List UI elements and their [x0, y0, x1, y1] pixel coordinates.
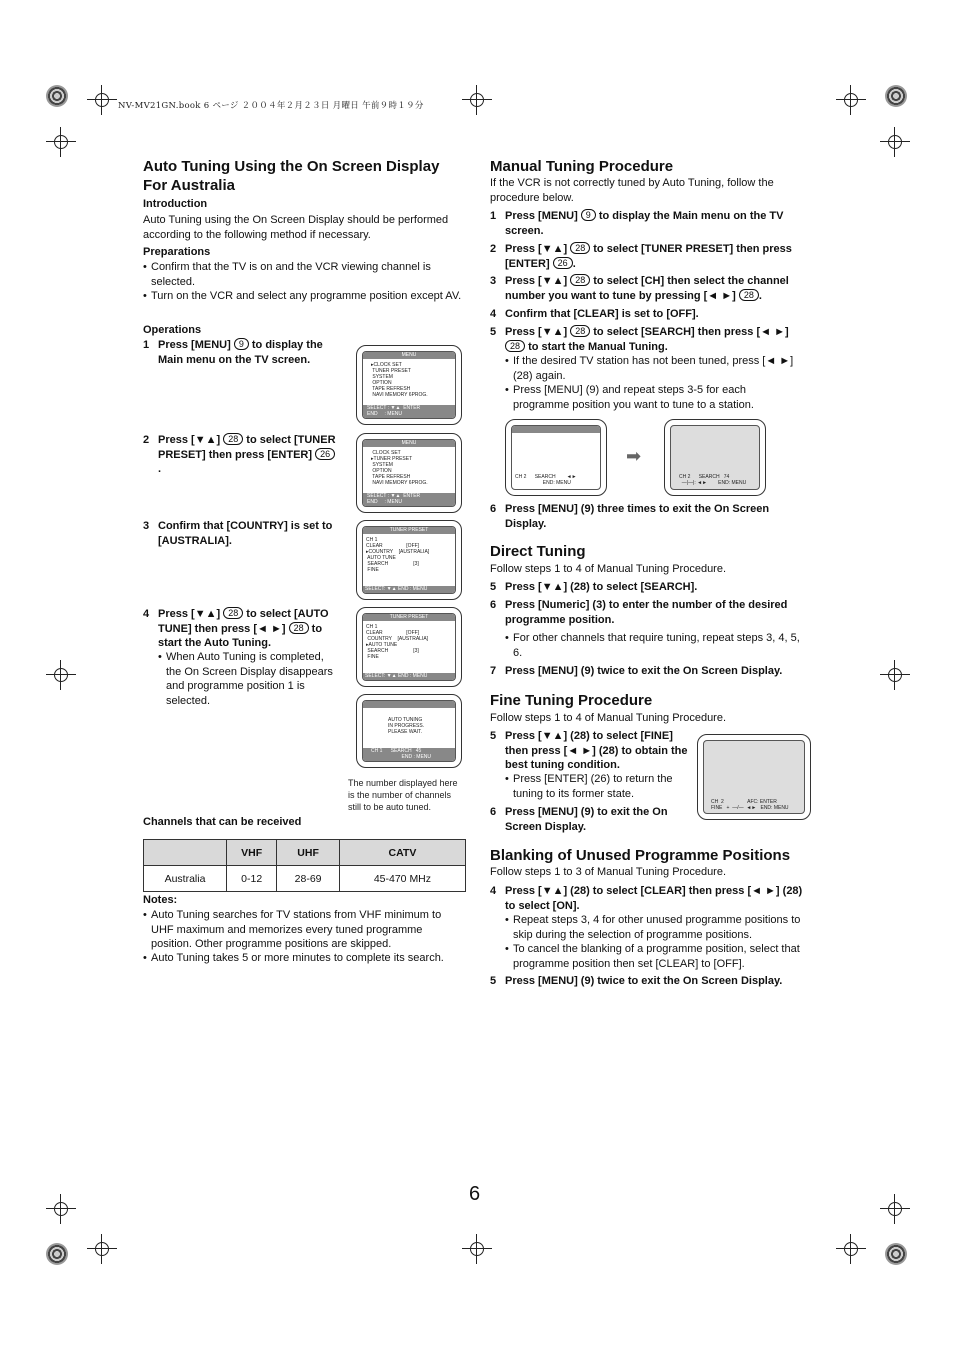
- registration-mark-tm: [468, 91, 486, 109]
- fine-intro: Follow steps 1 to 4 of Manual Tuning Procedure.: [490, 712, 727, 724]
- channels-table: VHF UHF CATV Australia 0-12 28-69 45-470 MHz: [143, 839, 466, 892]
- intro-heading: Introduction: [143, 198, 208, 210]
- tv-screen-tuner-preset-auto: TUNER PRESET CH 1 CLEAR [OFF] COUNTRY [AUSTRALIA] ▸AUTO TUNE SEARCH [3] FINE SELECT: ▼▲ END : MENU: [356, 607, 462, 687]
- operations-heading: Operations: [143, 324, 202, 336]
- notes-heading: Notes:: [143, 894, 178, 906]
- section-title-auto-tuning: Auto Tuning Using the On Screen Display For Australia: [143, 158, 440, 194]
- file-header: NV-MV21GN.book 6 ページ ２００４年２月２３日 月曜日 午前９時１９分: [118, 101, 424, 111]
- registration-mark-bm: [468, 1240, 486, 1258]
- manual-intro: If the VCR is not correctly tuned by Auto Tuning, follow the procedure below.: [490, 177, 774, 204]
- tv-screen-menu-1: MENU ▸CLOCK SET TUNER PRESET SYSTEM OPTION TAPE REFRESH NAVI MEMORY 6PROG. SELECT : ▼▲ ENTER END : MENU: [356, 345, 462, 425]
- tv-screen-tuner-preset-country: TUNER PRESET CH 1 CLEAR [OFF] ▸COUNTRY [AUSTRALIA] AUTO TUNE SEARCH [3] FINE SELECT: ▼▲ END : MENU: [356, 520, 462, 600]
- auto-tune-caption: The number displayed here is the number of channels still to be auto tuned.: [348, 778, 458, 812]
- page-number: 6: [469, 1183, 481, 1205]
- direct-intro: Follow steps 1 to 4 of Manual Tuning Procedure.: [490, 563, 727, 575]
- registration-mark-tl2: [52, 133, 70, 151]
- corner-dot-br: [885, 1243, 907, 1265]
- corner-dot-tr: [885, 85, 907, 107]
- section-title-manual: Manual Tuning Procedure: [490, 158, 674, 175]
- registration-mark-bl: [93, 1240, 111, 1258]
- blank-intro: Follow steps 1 to 3 of Manual Tuning Procedure.: [490, 866, 727, 878]
- registration-mark-mr: [886, 666, 904, 684]
- channels-heading: Channels that can be received: [143, 816, 302, 828]
- tv-screen-fine: CH 2 AFC: ENTER FINE + —/— ◄► END: MENU: [697, 734, 811, 820]
- tv-screen-menu-2: MENU CLOCK SET ▸TUNER PRESET SYSTEM OPTION TAPE REFRESH NAVI MEMORY 6PROG. SELECT : ▼▲ ENTER END : MENU: [356, 433, 462, 513]
- corner-dot-tl: [46, 85, 68, 107]
- registration-mark-tr: [842, 91, 860, 109]
- section-title-fine: Fine Tuning Procedure: [490, 692, 653, 709]
- tv-screen-auto-tuning: AUTO TUNING IN PROGRESS. PLEASE WAIT. CH 1 SEARCH 45 END : MENU: [356, 694, 462, 768]
- registration-mark-tl: [93, 91, 111, 109]
- registration-mark-br: [842, 1240, 860, 1258]
- section-title-direct: Direct Tuning: [490, 543, 586, 560]
- tv-screen-manual-result: CH 2 SEARCH 74 —|—|: ◄► END: MENU: [664, 419, 766, 496]
- section-title-blanking: Blanking of Unused Programme Positions: [490, 847, 791, 864]
- arrow-right-icon: ➡: [626, 446, 642, 466]
- intro-text: Auto Tuning using the On Screen Display should be performed according to the following method if necessary.: [143, 214, 449, 241]
- registration-mark-br2: [886, 1200, 904, 1218]
- registration-mark-tr2: [886, 133, 904, 151]
- registration-mark-bl2: [52, 1200, 70, 1218]
- preparations-heading: Preparations: [143, 246, 211, 258]
- registration-mark-ml: [52, 666, 70, 684]
- tv-screen-manual-search: CH 2 SEARCH ◄► END: MENU: [505, 419, 607, 496]
- corner-dot-bl: [46, 1243, 68, 1265]
